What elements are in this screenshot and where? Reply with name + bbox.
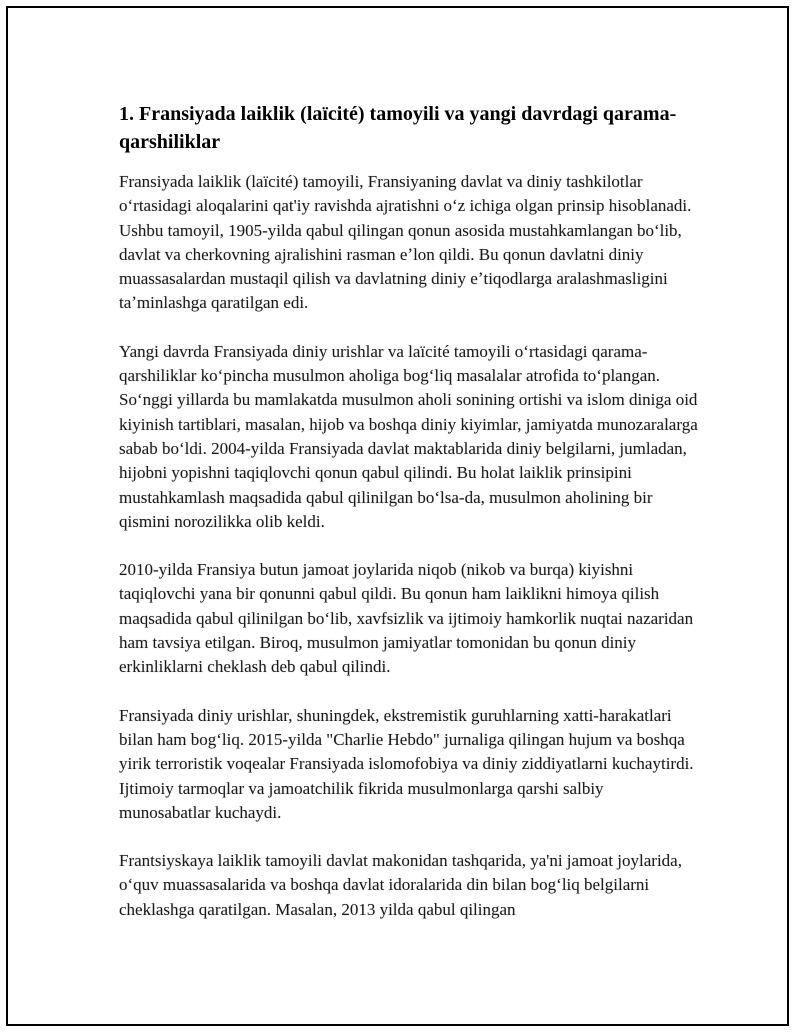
section-heading: 1. Fransiyada laiklik (laïcité) tamoyili va yangi davrdagi qarama-qarshiliklar xyxy=(119,103,677,153)
paragraph-3: 2010-yilda Fransiya butun jamoat joylarida niqob (nikob va burqa) kiyishni taqiqlovchi yana bir qonunni qabul qildi. Bu qonun ham laiklikni himoya qilish maqsadida qabul qilinilgan boʻlib, xavfsizlik va ijtimoiy hamkorlik nuqtai nazaridan ham tavsiya etilgan. Biroq, musulmon jamiyatlar tomonidan bu qonun diniy erkinliklarni cheklash deb qabul qilindi. xyxy=(119,560,694,677)
document-body xyxy=(119,100,699,946)
paragraph-2: Yangi davrda Fransiyada diniy urishlar va laïcité tamoyili oʻrtasidagi qarama-qarshiliklar koʻpincha musulmon aholiga bogʻliq masalalar atrofida toʻplangan. Soʻnggi yillarda bu mamlakatda musulmon aholi sonining ortishi va islom diniga oid kiyinish tartiblari, masalan, hijob va boshqa diniy kiyimlar, jamiyatda munozaralarga sabab boʻldi. 2004-yilda Fransiyada davlat maktablarida diniy belgilarni, jumladan, hijobni yopishni taqiqlovchi qonun qabul qilindi. Bu holat laiklik prinsipini mustahkamlash maqsadida qabul qilinilgan boʻlsa-da, musulmon aholining bir qismini norozilikka olib keldi. xyxy=(119,341,698,531)
paragraph-5: Frantsiyskaya laiklik tamoyili davlat makonidan tashqarida, ya'ni jamoat joylarida, oʻquv muassasalarida va boshqa davlat idoralarida din bilan bogʻliq belgilarni cheklashga qaratilgan. Masalan, 2013 yilda qabul qilingan xyxy=(119,851,682,919)
paragraph-4: Fransiyada diniy urishlar, shuningdek, ekstremistik guruhlarning xatti-harakatlari bilan ham bogʻliq. 2015-yilda "Charlie Hebdo" jurnaliga qilingan hujum va boshqa yirik terroristik voqealar Fransiyada islomofobiya va diniy ziddiyatlarni kuchaytirdi. Ijtimoiy tarmoqlar va jamoatchilik fikrida musulmonlarga qarshi salbiy munosabatlar kuchaydi. xyxy=(119,705,694,822)
page-frame xyxy=(6,6,789,1026)
paragraph-1: Fransiyada laiklik (laïcité) tamoyili, Fransiyaning davlat va diniy tashkilotlar oʻrtasidagi aloqalarini qat'iy ravishda ajratishni oʻz ichiga olgan prinsip hisoblanadi. Ushbu tamoyil, 1905-yilda qabul qilingan qonun asosida mustahkamlangan boʻlib, davlat va cherkovning ajralishini rasman eʼlon qildi. Bu qonun davlatni diniy muassasalardan mustaqil qilish va davlatning diniy eʼtiqodlarga aralashmasligini taʼminlashga qaratilgan edi. xyxy=(119,172,692,313)
